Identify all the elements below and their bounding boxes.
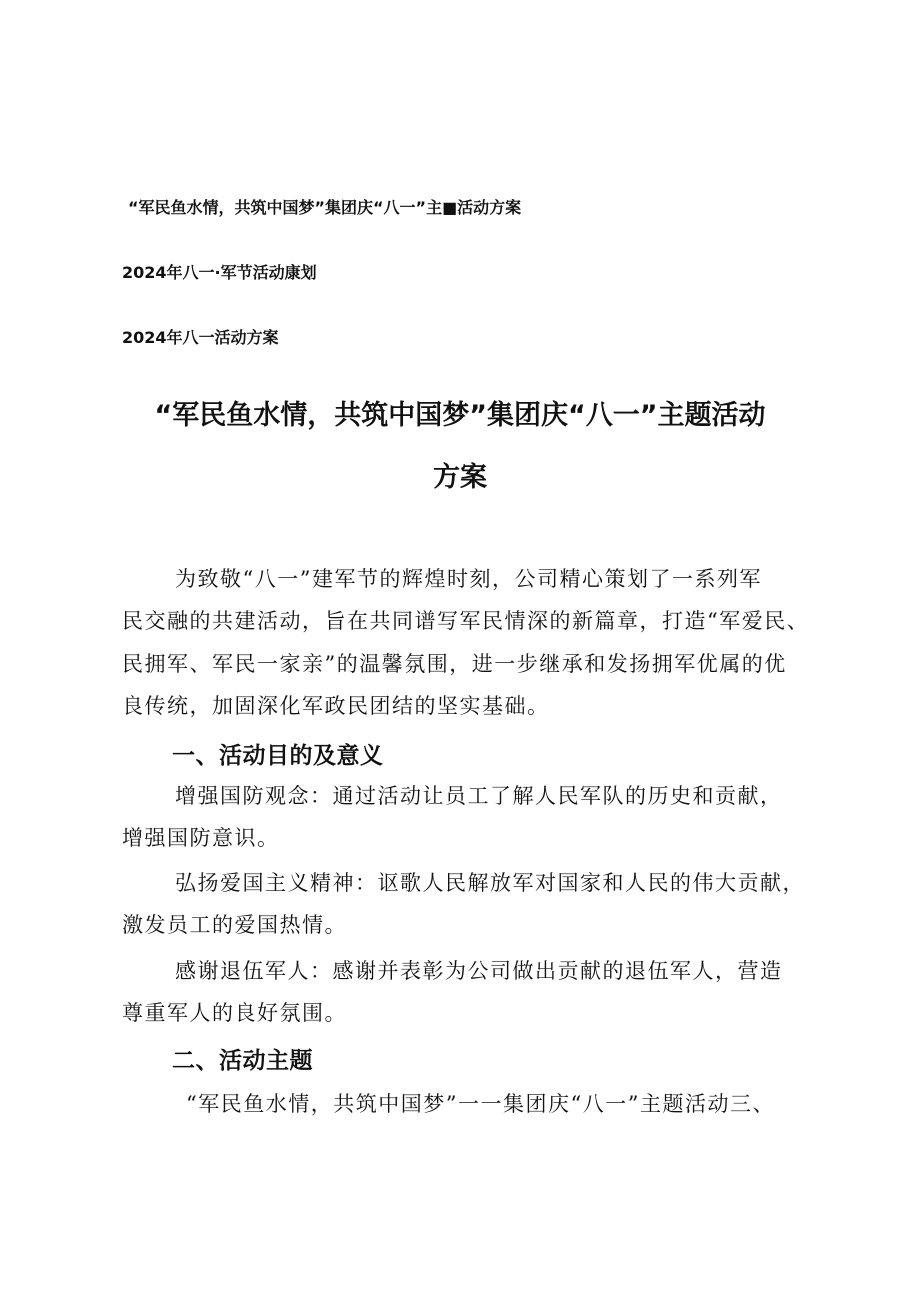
section-heading-theme: 二、活动主题 xyxy=(172,1048,313,1074)
purpose-item-3-line-1: 感谢退伍军人：感谢并表彰为公司做出贡献的退伍军人，营造 xyxy=(175,959,783,983)
purpose-item-2-line-1: 弘扬爱国主义精神：讴歌人民解放军对国家和人民的伟大贡献， xyxy=(175,871,805,895)
theme-line: “军民鱼水情，共筑中国梦”一一集团庆“八一”主题活动三、 xyxy=(186,1092,775,1116)
intro-paragraph-line-2: 民交融的共建活动，旨在共同谱写军民情深的新篇章，打造“军爱民、 xyxy=(122,609,810,633)
intro-paragraph-line-3: 民拥军、军民一家亲”的温馨氛围，进一步继承和发扬拥军优属的优 xyxy=(122,652,787,676)
header-subtitle-line: 2024年八一·军节活动康划 xyxy=(122,263,317,282)
header-title-line: “军民鱼水情，共筑中国梦”集团庆“八一”主■活动方案 xyxy=(128,198,522,217)
header-plan-line: 2024年八一活动方案 xyxy=(122,328,279,347)
intro-paragraph-line-1: 为致敬“八一”建军节的辉煌时刻，公司精心策划了一系列军 xyxy=(175,567,762,591)
purpose-item-1-line-2: 增强国防意识。 xyxy=(122,826,280,850)
intro-paragraph-line-4: 良传统，加固深化军政民团结的坚实基础。 xyxy=(122,694,550,718)
purpose-item-3-line-2: 尊重军人的良好氛围。 xyxy=(122,1001,347,1025)
document-title-line-1: “军民鱼水情，共筑中国梦”集团庆“八一”主题活动 xyxy=(154,400,766,431)
purpose-item-1-line-1: 增强国防观念：通过活动让员工了解人民军队的历史和贡献， xyxy=(175,784,783,808)
document-title-line-2: 方案 xyxy=(433,462,487,493)
purpose-item-2-line-2: 激发员工的爱国热情。 xyxy=(122,913,347,937)
section-heading-purpose: 一、活动目的及意义 xyxy=(172,743,384,769)
